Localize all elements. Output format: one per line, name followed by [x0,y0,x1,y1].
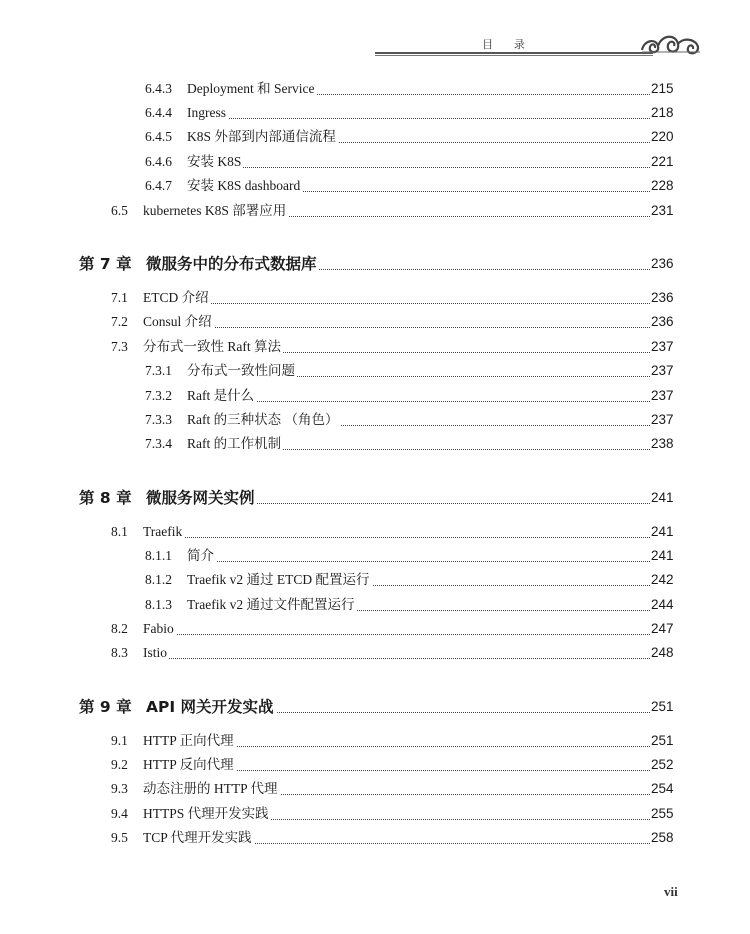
toc-entry [0,409,750,429]
entry-number: 8.1 [111,524,128,539]
header-title: 目 录 [482,39,534,51]
entry-page: 221 [651,154,674,169]
entry-page: 241 [651,548,674,563]
entry-number: 第 8 章 [79,489,132,507]
page-number: vii [664,884,678,899]
toc-entry [0,151,750,171]
entry-number: 7.3.3 [145,412,172,427]
entry-number: 6.4.7 [145,178,172,193]
entry-number: 7.3.4 [145,436,172,451]
toc-entry [0,545,750,565]
entry-page: 236 [651,290,674,305]
entry-page: 228 [651,178,674,193]
entry-number: 7.3.1 [145,363,172,378]
toc-entry [0,385,750,405]
entry-number: 9.1 [111,733,128,748]
entry-title: 安装 K8S dashboard [187,178,301,193]
dot-leader [143,632,650,635]
entry-title: Traefik v2 通过 ETCD 配置运行 [187,572,370,587]
dot-leader [187,399,650,402]
entry-page: 238 [651,436,674,451]
entry-title: Ingress [187,105,226,120]
entry-number: 9.2 [111,757,128,772]
entry-page: 236 [651,256,674,271]
entry-page: 244 [651,597,674,612]
toc-entry [0,730,750,750]
entry-page: 255 [651,806,674,821]
entry-title: Fabio [143,621,174,636]
entry-title: Traefik v2 通过文件配置运行 [187,597,355,612]
entry-number: 第 7 章 [79,255,132,273]
entry-number: 9.4 [111,806,128,821]
chapter-entry [0,696,750,716]
entry-page: 236 [651,314,674,329]
dot-leader [143,301,650,304]
dot-leader [143,325,650,328]
toc-entry [0,433,750,453]
toc-entry [0,336,750,356]
entry-title: Raft 的工作机制 [187,436,282,451]
header-rule [375,52,653,54]
entry-title: 微服务网关实例 [146,489,255,507]
entry-title: Raft 是什么 [187,388,255,403]
entry-page: 247 [651,621,674,636]
entry-number: 8.1.2 [145,572,172,587]
entry-title: kubernetes K8S 部署应用 [143,203,287,218]
entry-title: Deployment 和 Service [187,81,315,96]
entry-title: Consul 介绍 [143,314,212,329]
dot-leader [187,116,650,119]
dot-leader [187,165,650,168]
entry-title: TCP 代理开发实践 [143,830,252,845]
entry-page: 215 [651,81,674,96]
entry-page: 252 [651,757,674,772]
chapter-entry [0,487,750,507]
toc-entry [0,200,750,220]
entry-number: 8.3 [111,645,128,660]
cloud-ornament-icon [640,28,702,58]
entry-page: 258 [651,830,674,845]
toc-entry [0,642,750,662]
dot-leader [187,559,650,562]
entry-number: 7.2 [111,314,128,329]
entry-number: 6.4.4 [145,105,172,120]
toc-entry [0,754,750,774]
entry-title: ETCD 介绍 [143,290,209,305]
entry-title: 分布式一致性问题 [187,363,295,378]
entry-page: 241 [651,524,674,539]
entry-number: 7.1 [111,290,128,305]
entry-title: 分布式一致性 Raft 算法 [143,339,281,354]
toc-entry [0,360,750,380]
dot-leader [143,535,650,538]
entry-title: 微服务中的分布式数据库 [146,255,317,273]
entry-title: HTTP 反向代理 [143,757,234,772]
entry-page: 237 [651,363,674,378]
entry-page: 237 [651,339,674,354]
toc-entry [0,569,750,589]
entry-number: 8.2 [111,621,128,636]
entry-title: Raft 的三种状态 （角色） [187,412,339,427]
toc-entry [0,521,750,541]
entry-page: 220 [651,129,674,144]
entry-title: 动态注册的 HTTP 代理 [143,781,278,796]
entry-number: 6.4.6 [145,154,172,169]
entry-title: 安装 K8S [187,154,242,169]
entry-title: K8S 外部到内部通信流程 [187,129,336,144]
entry-number: 9.3 [111,781,128,796]
toc-entry [0,287,750,307]
toc-entry [0,78,750,98]
toc-entry [0,778,750,798]
entry-title: HTTP 正向代理 [143,733,234,748]
entry-page: 237 [651,388,674,403]
entry-page: 254 [651,781,674,796]
entry-page: 242 [651,572,674,587]
entry-number: 8.1.3 [145,597,172,612]
header-rule-secondary [375,55,653,56]
toc-entry [0,803,750,823]
entry-page: 237 [651,412,674,427]
entry-number: 7.3.2 [145,388,172,403]
entry-page: 241 [651,490,674,505]
entry-title: Istio [143,645,168,660]
entry-page: 231 [651,203,674,218]
entry-page: 248 [651,645,674,660]
entry-title: HTTPS 代理开发实践 [143,806,269,821]
entry-number: 7.3 [111,339,128,354]
entry-number: 6.4.3 [145,81,172,96]
toc-entry [0,594,750,614]
entry-page: 251 [651,699,674,714]
entry-page: 218 [651,105,674,120]
toc-entry [0,618,750,638]
entry-page: 251 [651,733,674,748]
toc-entry [0,175,750,195]
entry-number: 6.4.5 [145,129,172,144]
entry-number: 8.1.1 [145,548,172,563]
toc-entry [0,102,750,122]
dot-leader [143,656,650,659]
toc-entry [0,126,750,146]
entry-number: 6.5 [111,203,128,218]
toc-entry [0,311,750,331]
entry-title: API 网关开发实战 [146,698,274,716]
entry-title: 简介 [187,548,214,563]
chapter-entry [0,253,750,273]
entry-number: 第 9 章 [79,698,132,716]
toc-entry [0,827,750,847]
entry-title: Traefik [143,524,183,539]
entry-number: 9.5 [111,830,128,845]
